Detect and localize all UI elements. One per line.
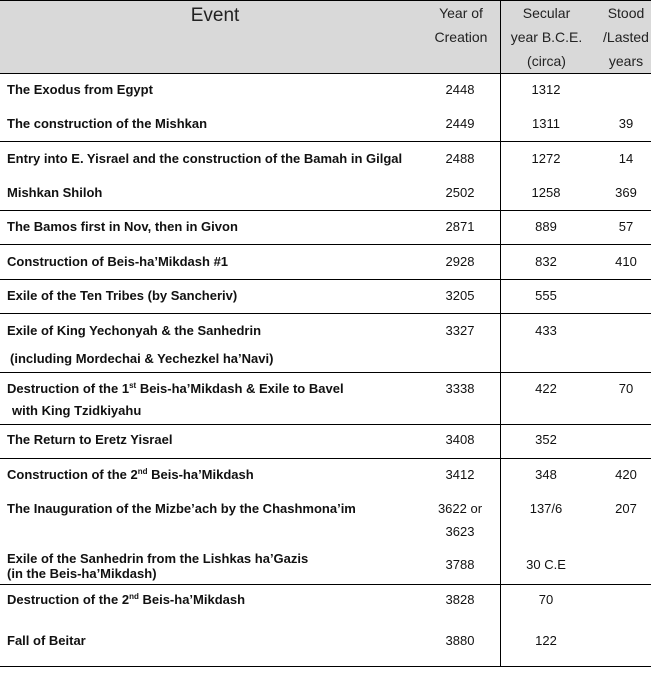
event-cell: The Return to Eretz Yisrael bbox=[7, 432, 173, 447]
event-cell: Exile of the Ten Tribes (by Sancheriv) bbox=[7, 288, 238, 303]
year-cell-line2: 3623 bbox=[445, 524, 475, 539]
year-cell: 3788 bbox=[445, 557, 475, 572]
year-cell: 2871 bbox=[445, 219, 475, 234]
secular-cell: 137/6 bbox=[529, 501, 563, 516]
secular-cell: 1258 bbox=[531, 185, 561, 200]
year-cell: 2448 bbox=[445, 82, 475, 97]
event-cell-line2: with King Tzidkiyahu bbox=[12, 403, 142, 418]
event-cell bbox=[7, 378, 427, 400]
year-cell: 3880 bbox=[445, 633, 475, 648]
row-divider bbox=[0, 458, 651, 459]
stood-cell: 14 bbox=[618, 151, 634, 166]
stood-cell: 410 bbox=[615, 254, 637, 269]
event-cell bbox=[7, 464, 427, 486]
stood-cell: 369 bbox=[615, 185, 637, 200]
stood-cell: 207 bbox=[615, 501, 637, 516]
event-text: Destruction of the 2 bbox=[7, 592, 130, 607]
secular-cell: 433 bbox=[535, 323, 557, 338]
ordinal-suffix: nd bbox=[129, 592, 139, 601]
secular-cell: 352 bbox=[535, 432, 557, 447]
year-cell: 3408 bbox=[445, 432, 475, 447]
secular-cell: 122 bbox=[535, 633, 557, 648]
header-stood-line: /Lasted bbox=[603, 29, 649, 45]
header-stood-line: years bbox=[608, 53, 644, 69]
header-secular-line: year B.C.E. bbox=[510, 29, 583, 45]
event-cell-line2: (in the Beis-ha’Mikdash) bbox=[7, 566, 157, 581]
event-cell: The Bamos first in Nov, then in Givon bbox=[7, 219, 238, 234]
row-divider bbox=[0, 584, 651, 585]
ordinal-suffix: st bbox=[129, 381, 137, 390]
event-text: Beis-ha’Mikdash bbox=[147, 467, 254, 482]
header-secular-line: (circa) bbox=[527, 53, 566, 69]
event-cell: Entry into E. Yisrael and the construction of the Bamah in Gilgal bbox=[7, 151, 403, 166]
event-text: Beis-ha’Mikdash & Exile to Bavel bbox=[136, 381, 344, 396]
secular-cell: 70 bbox=[538, 592, 554, 607]
year-cell: 3327 bbox=[445, 323, 475, 338]
stood-cell: 420 bbox=[615, 467, 637, 482]
column-divider bbox=[500, 0, 501, 666]
year-cell: 3338 bbox=[445, 381, 475, 396]
year-cell: 3412 bbox=[445, 467, 475, 482]
stood-cell: 39 bbox=[618, 116, 634, 131]
secular-cell: 555 bbox=[535, 288, 557, 303]
secular-cell: 832 bbox=[535, 254, 557, 269]
event-cell: Exile of the Sanhedrin from the Lishkas ha’Gazis bbox=[7, 551, 309, 566]
secular-cell: 422 bbox=[535, 381, 557, 396]
secular-cell: 1272 bbox=[531, 151, 561, 166]
row-divider bbox=[0, 313, 651, 314]
row-divider bbox=[0, 141, 651, 142]
event-cell: Mishkan Shiloh bbox=[7, 185, 103, 200]
event-cell: The construction of the Mishkan bbox=[7, 116, 208, 131]
header-stood-lasted bbox=[600, 1, 652, 73]
year-cell: 2502 bbox=[445, 185, 475, 200]
year-cell: 3205 bbox=[445, 288, 475, 303]
row-divider bbox=[0, 372, 651, 373]
stood-cell: 57 bbox=[618, 219, 634, 234]
year-cell: 3622 or bbox=[437, 501, 483, 516]
row-divider bbox=[0, 244, 651, 245]
stood-cell: 70 bbox=[618, 381, 634, 396]
secular-cell: 348 bbox=[535, 467, 557, 482]
table-header bbox=[0, 0, 651, 74]
year-cell: 2488 bbox=[445, 151, 475, 166]
event-cell: Fall of Beitar bbox=[7, 633, 86, 648]
event-cell-line2: (including Mordechai & Yechezkel ha’Navi) bbox=[10, 351, 274, 366]
event-cell: The Inauguration of the Mizbe’ach by the Chashmona’im bbox=[7, 501, 356, 516]
header-year-of-creation bbox=[425, 1, 497, 49]
event-text: Destruction of the 1 bbox=[7, 381, 130, 396]
header-event: Event bbox=[190, 5, 240, 26]
table-bottom-border bbox=[0, 666, 651, 667]
header-stood-line: Stood bbox=[607, 5, 645, 21]
event-cell bbox=[7, 589, 427, 611]
row-divider bbox=[0, 424, 651, 425]
event-cell: Construction of Beis-ha’Mikdash #1 bbox=[7, 254, 229, 269]
year-cell: 3828 bbox=[445, 592, 475, 607]
event-cell: The Exodus from Egypt bbox=[7, 82, 153, 97]
year-cell: 2449 bbox=[445, 116, 475, 131]
ordinal-suffix: nd bbox=[137, 467, 148, 476]
header-secular-year bbox=[503, 1, 590, 73]
row-divider bbox=[0, 279, 651, 280]
header-year-line: Creation bbox=[434, 29, 488, 45]
header-secular-line: Secular bbox=[522, 5, 571, 21]
event-text: Beis-ha’Mikdash bbox=[138, 592, 246, 607]
secular-cell: 30 C.E bbox=[526, 557, 566, 572]
row-divider bbox=[0, 210, 651, 211]
event-text: Construction of the 2 bbox=[7, 467, 138, 482]
header-year-line: Year of bbox=[439, 5, 483, 21]
secular-cell: 1311 bbox=[532, 116, 560, 131]
event-cell: Exile of King Yechonyah & the Sanhedrin bbox=[7, 323, 262, 338]
secular-cell: 1312 bbox=[531, 82, 561, 97]
secular-cell: 889 bbox=[535, 219, 557, 234]
year-cell: 2928 bbox=[445, 254, 475, 269]
